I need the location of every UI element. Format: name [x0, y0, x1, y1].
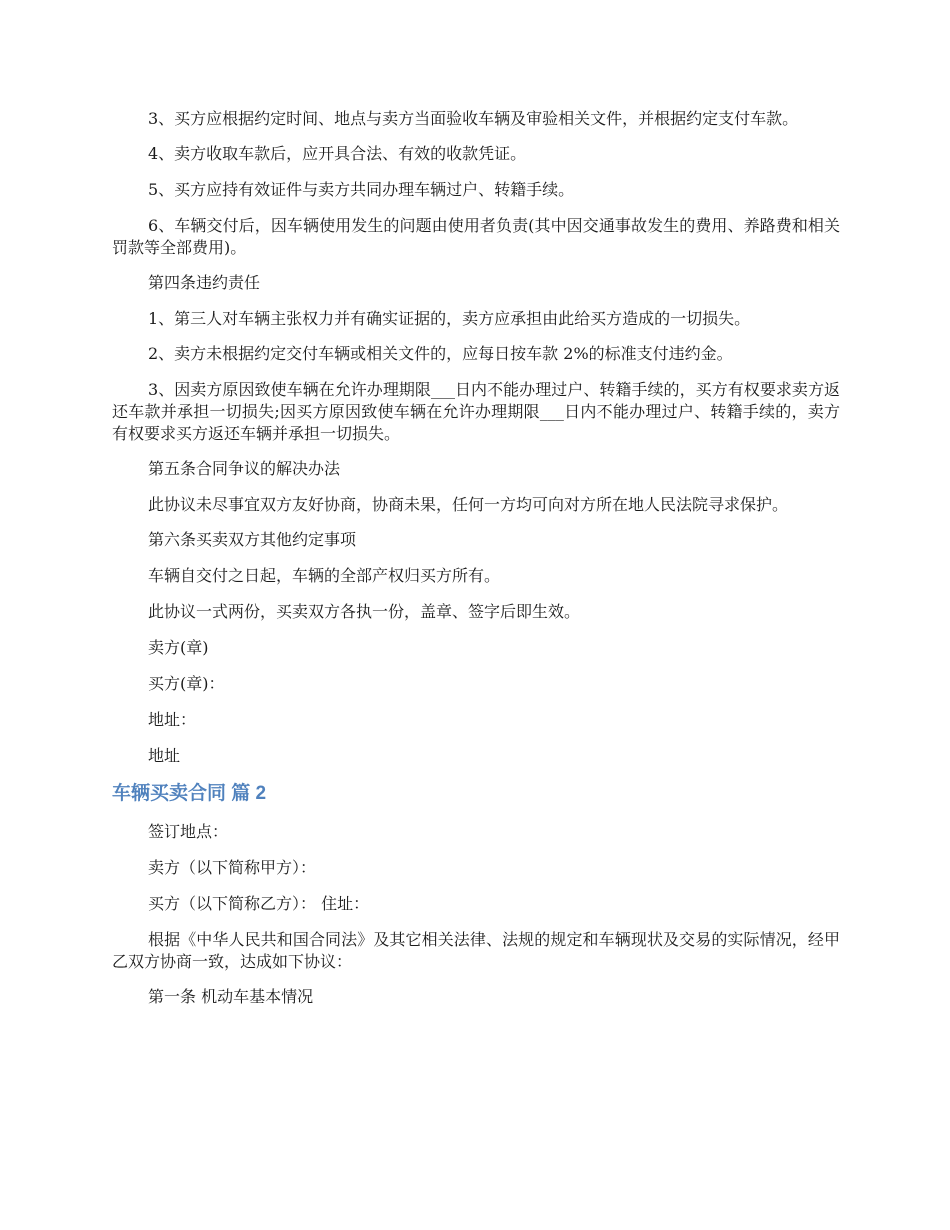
- paragraph-ownership: 车辆自交付之日起，车辆的全部产权归买方所有。: [148, 566, 501, 585]
- article-5-title: 第五条合同争议的解决办法: [148, 459, 341, 478]
- address-line-2: 地址: [148, 746, 181, 765]
- paragraph-liability-3: 3、因卖方原因致使车辆在允许办理期限___日内不能办理过户、转籍手续的，买方有权要求卖方返还车款并承担一切损失;因买方原因致使车辆在允许办理期限___日内不能办理过户、转籍手续的，卖方有权要求买方返还车辆并承担一切损失。: [112, 380, 840, 443]
- paragraph-copies: 此协议一式两份，买卖双方各执一份，盖章、签字后即生效。: [148, 602, 581, 621]
- section-heading: 车辆买卖合同 篇 2: [112, 783, 267, 804]
- party-a-line: 卖方（以下简称甲方）：: [148, 858, 317, 877]
- article-4-title: 第四条违约责任: [148, 273, 261, 292]
- party-b-line: 买方（以下简称乙方）： 住址：: [148, 894, 370, 913]
- paragraph-clause-3: 3、买方应根据约定时间、地点与卖方当面验收车辆及审验相关文件，并根据约定支付车款。: [148, 109, 799, 128]
- paragraph-clause-4: 4、卖方收取车款后，应开具合法、有效的收款凭证。: [148, 144, 527, 163]
- paragraph-clause-6: 6、车辆交付后，因车辆使用发生的问题由使用者负责(其中因交通事故发生的费用、养路费和相关罚款等全部费用)。: [112, 216, 840, 257]
- seller-seal-line: 卖方(章): [148, 638, 209, 657]
- signing-place-line: 签订地点：: [148, 822, 229, 841]
- article-6-title: 第六条买卖双方其他约定事项: [148, 530, 357, 549]
- paragraph-liability-1: 1、第三人对车辆主张权力并有确实证据的，卖方应承担由此给买方造成的一切损失。: [148, 309, 751, 328]
- paragraph-dispute: 此协议未尽事宜双方友好协商，协商未果，任何一方均可向对方所在地人民法院寻求保护。: [148, 495, 789, 514]
- buyer-seal-line: 买方(章)：: [148, 674, 225, 693]
- article-1-title: 第一条 机动车基本情况: [148, 987, 314, 1006]
- paragraph-liability-2: 2、卖方未根据约定交付车辆或相关文件的，应每日按车款 2%的标准支付违约金。: [148, 344, 733, 363]
- document-page: [112, 108, 840, 1022]
- paragraph-clause-5: 5、买方应持有效证件与卖方共同办理车辆过户、转籍手续。: [148, 180, 575, 199]
- paragraph-preamble: 根据《中华人民共和国合同法》及其它相关法律、法规的规定和车辆现状及交易的实际情况，经甲乙双方协商一致，达成如下协议：: [112, 930, 840, 971]
- address-line-1: 地址：: [148, 710, 197, 729]
